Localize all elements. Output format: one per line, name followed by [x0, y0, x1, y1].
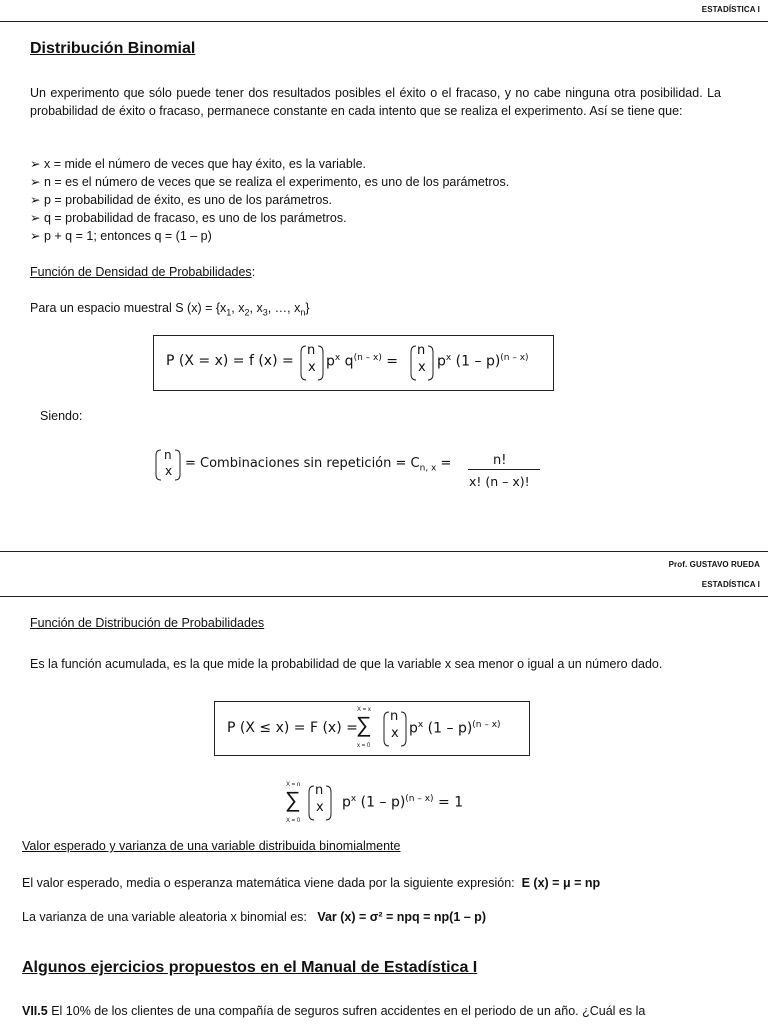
- exercises-title: Algunos ejercicios propuestos en el Manual de Estadística I: [22, 959, 478, 976]
- sum-icon: ∑: [356, 712, 372, 737]
- arrow-bullet-icon: ➢: [30, 157, 41, 171]
- binom-top: n: [307, 343, 316, 358]
- arrow-bullet-icon: ➢: [30, 229, 41, 243]
- variance-formula: Var (x) = σ² = npq = np(1 – p): [317, 910, 486, 924]
- list-item: ➢ q = probabilidad de fracaso, es uno de los parámetros.: [30, 211, 347, 225]
- intro-paragraph: Un experimento que sólo puede tener dos resultados posibles el éxito o el fracaso, y no cabe ninguna otra posibilidad. La probabilidad de éxito o fracaso, permanece constante en cada intento que se realiza el experimento. Así se tiene que:: [30, 86, 721, 118]
- list-item: ➢ p = probabilidad de éxito, es uno de los parámetros.: [30, 193, 332, 207]
- header-rule: [0, 596, 768, 597]
- fraction-line: [468, 469, 540, 470]
- binom-top: n: [315, 783, 324, 798]
- header-rule: [0, 21, 768, 22]
- combinations-text: = Combinaciones sin repetición = $C_{n, x}$ =: [185, 456, 452, 474]
- binom-bottom: x: [418, 360, 426, 375]
- binom-bottom: x: [391, 726, 399, 741]
- sum-lower-limit: x = 0: [357, 743, 371, 749]
- page-2: [0, 553, 768, 1024]
- sum-upper-limit: X = n: [286, 782, 301, 788]
- binom-bottom: x: [316, 800, 324, 815]
- sum-lower-limit: X = 0: [286, 818, 301, 824]
- list-item: ➢ x = mide el número de veces que hay éxito, es la variable.: [30, 157, 367, 171]
- formula-rhs: $p^x$ (1 – p)$^{(n - x)}$: [409, 720, 501, 737]
- page-header: ESTADÍSTICA I: [701, 5, 760, 14]
- page-footer: Prof. GUSTAVO RUEDA: [668, 560, 760, 569]
- formula-lhs: P (X ≤ x) = F (x) =: [227, 720, 358, 736]
- arrow-bullet-icon: ➢: [30, 193, 41, 207]
- binom-bottom: x: [165, 464, 173, 478]
- binom-top: n: [417, 343, 426, 358]
- binom-top: n: [164, 448, 172, 462]
- expected-value-formula: E (x) = μ = np: [521, 876, 601, 890]
- exercise-text: VII.5 El 10% de los clientes de una compañía de seguros sufren accidentes en el periodo de un año. ¿Cuál es la: [22, 1004, 646, 1018]
- sum-identity-formula: [284, 780, 484, 828]
- siendo-label: Siendo:: [40, 409, 83, 423]
- formula-rhs: $p^x$ (1 – p)$^{(n - x)}$ = 1: [342, 794, 464, 811]
- page-header: ESTADÍSTICA I: [701, 580, 760, 589]
- distribution-text: Es la función acumulada, es la que mide la probabilidad de que la variable x sea menor o igual a un número dado.: [30, 657, 663, 671]
- combinations-formula: [155, 448, 555, 494]
- expected-value-text: El valor esperado, media o esperanza matemática viene dada por la siguiente expresión: E (x) = μ = np: [22, 876, 601, 890]
- formula-p: $p^x$ $q^{(n - x)}$ =: [326, 353, 399, 370]
- binom-top: n: [390, 709, 399, 724]
- variance-text: La varianza de una variable aleatoria x binomial es: Var (x) = σ² = npq = np(1 – p): [22, 910, 486, 924]
- arrow-bullet-icon: ➢: [30, 175, 41, 189]
- density-heading: Función de Densidad de Probabilidades:: [30, 265, 256, 279]
- page-title: Distribución Binomial: [30, 40, 196, 57]
- density-formula-box: [153, 335, 554, 391]
- sample-space-text: Para un espacio muestral S $(x) = \{x_1$, $x_2$, $x_3$, …, $x_n$}: [30, 301, 310, 318]
- formula-rhs: $p^x$ (1 – p)$^{(n - x)}$: [437, 353, 529, 370]
- distribution-formula-box: [214, 701, 530, 756]
- formula-lhs: P (X = x) = f (x) =: [166, 353, 294, 369]
- list-item: ➢ p + q = 1; entonces q = (1 – p): [30, 229, 212, 243]
- fraction-numerator: n!: [493, 453, 507, 468]
- distribution-heading: Función de Distribución de Probabilidades: [30, 616, 265, 630]
- fraction-denominator: x! (n – x)!: [469, 474, 530, 489]
- sum-upper-limit: X = x: [357, 707, 371, 713]
- sum-icon: ∑: [285, 787, 301, 812]
- arrow-bullet-icon: ➢: [30, 211, 41, 225]
- binom-bottom: x: [308, 360, 316, 375]
- definition-list: [30, 155, 509, 245]
- expected-value-heading: Valor esperado y varianza de una variable distribuida binomialmente: [22, 839, 401, 853]
- footer-rule: [0, 551, 768, 552]
- list-item: ➢ n = es el número de veces que se realiza el experimento, es uno de los parámetros.: [30, 175, 510, 189]
